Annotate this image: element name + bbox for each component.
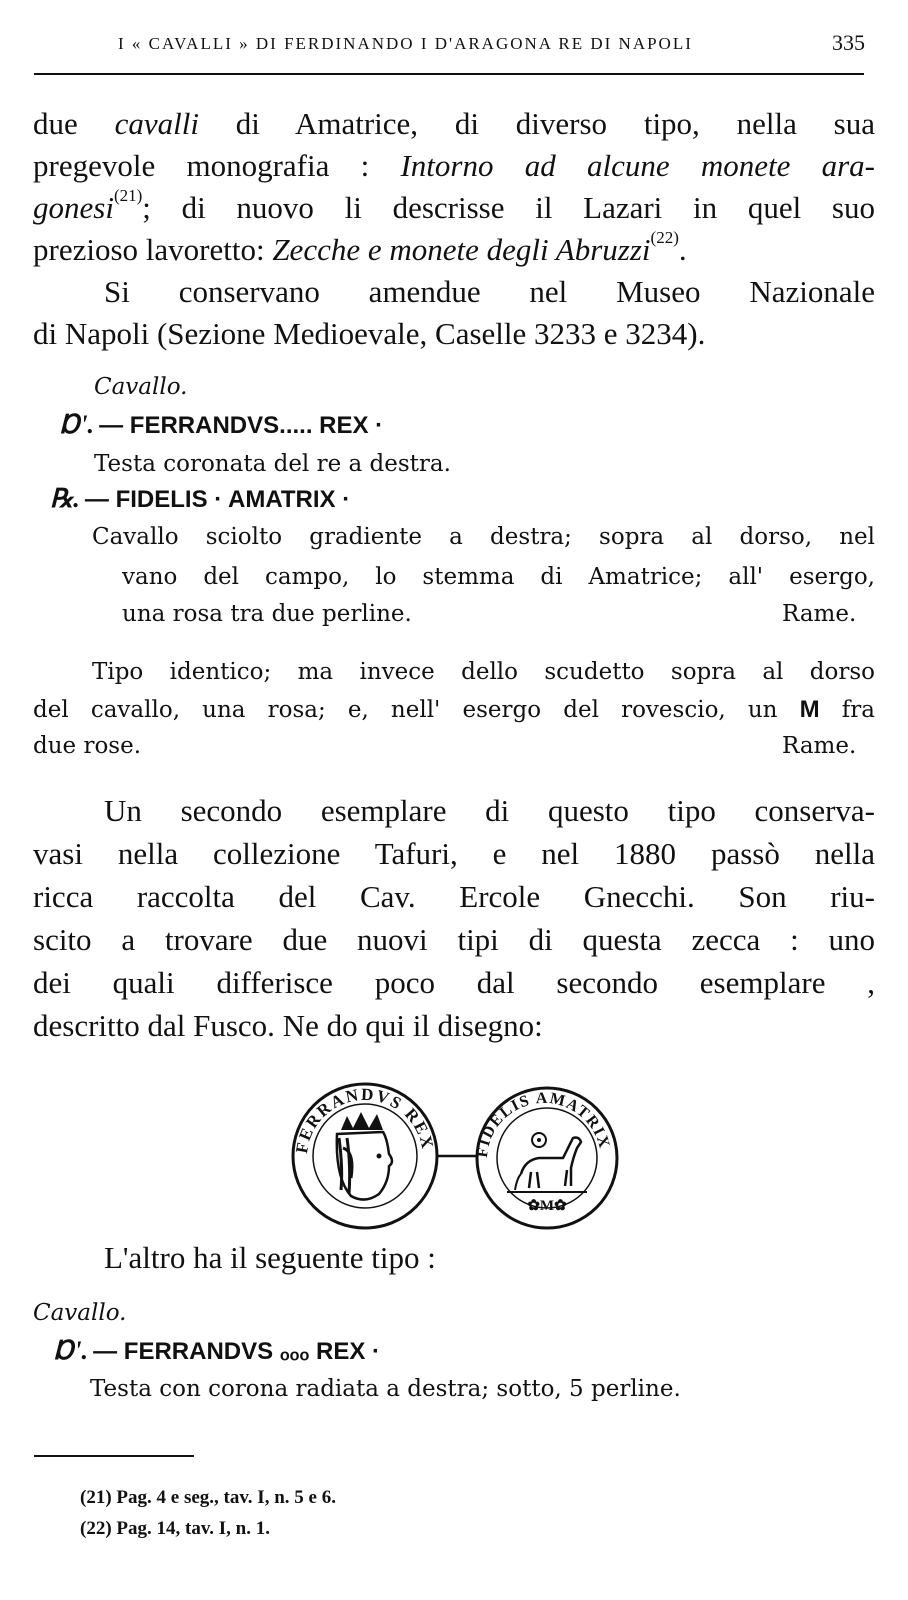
- reverse-coin: [474, 1088, 617, 1228]
- coin-drawing-figure: [285, 1078, 630, 1233]
- obverse-legend: — FERRANDVS..... REX ·: [99, 412, 384, 439]
- para3: L'altro ha il seguente tipo :: [104, 1240, 436, 1275]
- reverse-symbol: ℞.: [50, 484, 80, 513]
- para2-line5: dei quali differisce poco dal secondo esemplare ,: [33, 965, 875, 1000]
- running-title: I « CAVALLI » DI FERDINANDO I D'ARAGONA RE DI NAPOLI: [118, 34, 693, 53]
- para2-line4: scito a trovare due nuovi tipi di questa zecca : uno: [33, 922, 875, 957]
- variant-metal: Rame.: [782, 733, 857, 759]
- page-number: 335: [832, 30, 865, 55]
- para1-line2: pregevole monografia : Intorno ad alcune monete ara-: [33, 148, 875, 183]
- variant-line2: del cavallo, una rosa; e, nell' esergo del rovescio, un M fra: [33, 696, 875, 723]
- coin2-obverse-line: [54, 1336, 380, 1366]
- para1-line1: due cavalli di Amatrice, di diverso tipo, nella sua: [33, 106, 875, 141]
- variant-line3: due rose.: [33, 733, 142, 759]
- coin2-label: Cavallo.: [33, 1300, 127, 1326]
- para1-line4: prezioso lavoretto: Zecche e monete degli Abruzzi$^{(22)}$.: [33, 228, 687, 267]
- para1-line5: Si conservano amendue nel Museo Nazionale: [104, 274, 875, 309]
- footnote-rule: [34, 1455, 194, 1457]
- para2-line6: descritto dal Fusco. Ne do qui il disegno:: [33, 1008, 543, 1043]
- header-rule: [34, 73, 864, 75]
- coin1-reverse-line: [50, 484, 350, 514]
- coin1-reverse-desc-2: vano del campo, lo stemma di Amatrice; all' esergo,: [122, 564, 875, 590]
- coin1-reverse-desc-1: Cavallo sciolto gradiente a destra; sopra al dorso, nel: [92, 524, 875, 550]
- obverse-coin: [292, 1084, 438, 1228]
- coin1-reverse-desc-3: una rosa tra due perline.: [122, 601, 412, 627]
- obverse-symbol: Ɒ'.: [60, 410, 95, 439]
- obverse-legend: — FERRANDVS ₒₒₒ REX ·: [93, 1338, 381, 1365]
- para1-line3: gonesi$^{(21)}$; di nuovo li descrisse il Lazari in quel suo: [33, 186, 875, 225]
- para1-line6: di Napoli (Sezione Medioevale, Caselle 3233 e 3234).: [33, 316, 706, 351]
- king-head-icon: [337, 1132, 392, 1200]
- coin1-label: Cavallo.: [94, 374, 188, 400]
- reverse-legend: — FIDELIS · AMATRIX ·: [84, 486, 351, 513]
- coin2-obverse-desc: Testa con corona radiata a destra; sotto, 5 perline.: [90, 1376, 681, 1402]
- obverse-coin-inscription: FERRANDVS REX: [292, 1084, 438, 1155]
- para2-line3: ricca raccolta del Cav. Ercole Gnecchi. Son riu-: [33, 879, 875, 914]
- obverse-symbol: Ɒ'.: [54, 1336, 89, 1365]
- coin1-obverse-desc: Testa coronata del re a destra.: [94, 451, 451, 477]
- para2-line2: vasi nella collezione Tafuri, e nel 1880 passò nella: [33, 836, 875, 871]
- footnote-21: (21) Pag. 4 e seg., tav. I, n. 5 e 6.: [80, 1487, 336, 1508]
- reverse-coin-inscription: FIDELIS AMATRIX: [473, 1089, 613, 1159]
- para2-line1: Un secondo esemplare di questo tipo conserva-: [104, 793, 875, 828]
- footnote-22: (22) Pag. 14, tav. I, n. 1.: [80, 1518, 270, 1539]
- coin1-metal: Rame.: [782, 601, 857, 627]
- reverse-exergue: ✿M✿: [527, 1198, 567, 1214]
- variant-line1: Tipo identico; ma invece dello scudetto sopra al dorso: [92, 659, 875, 685]
- coin1-obverse-line: [60, 410, 383, 440]
